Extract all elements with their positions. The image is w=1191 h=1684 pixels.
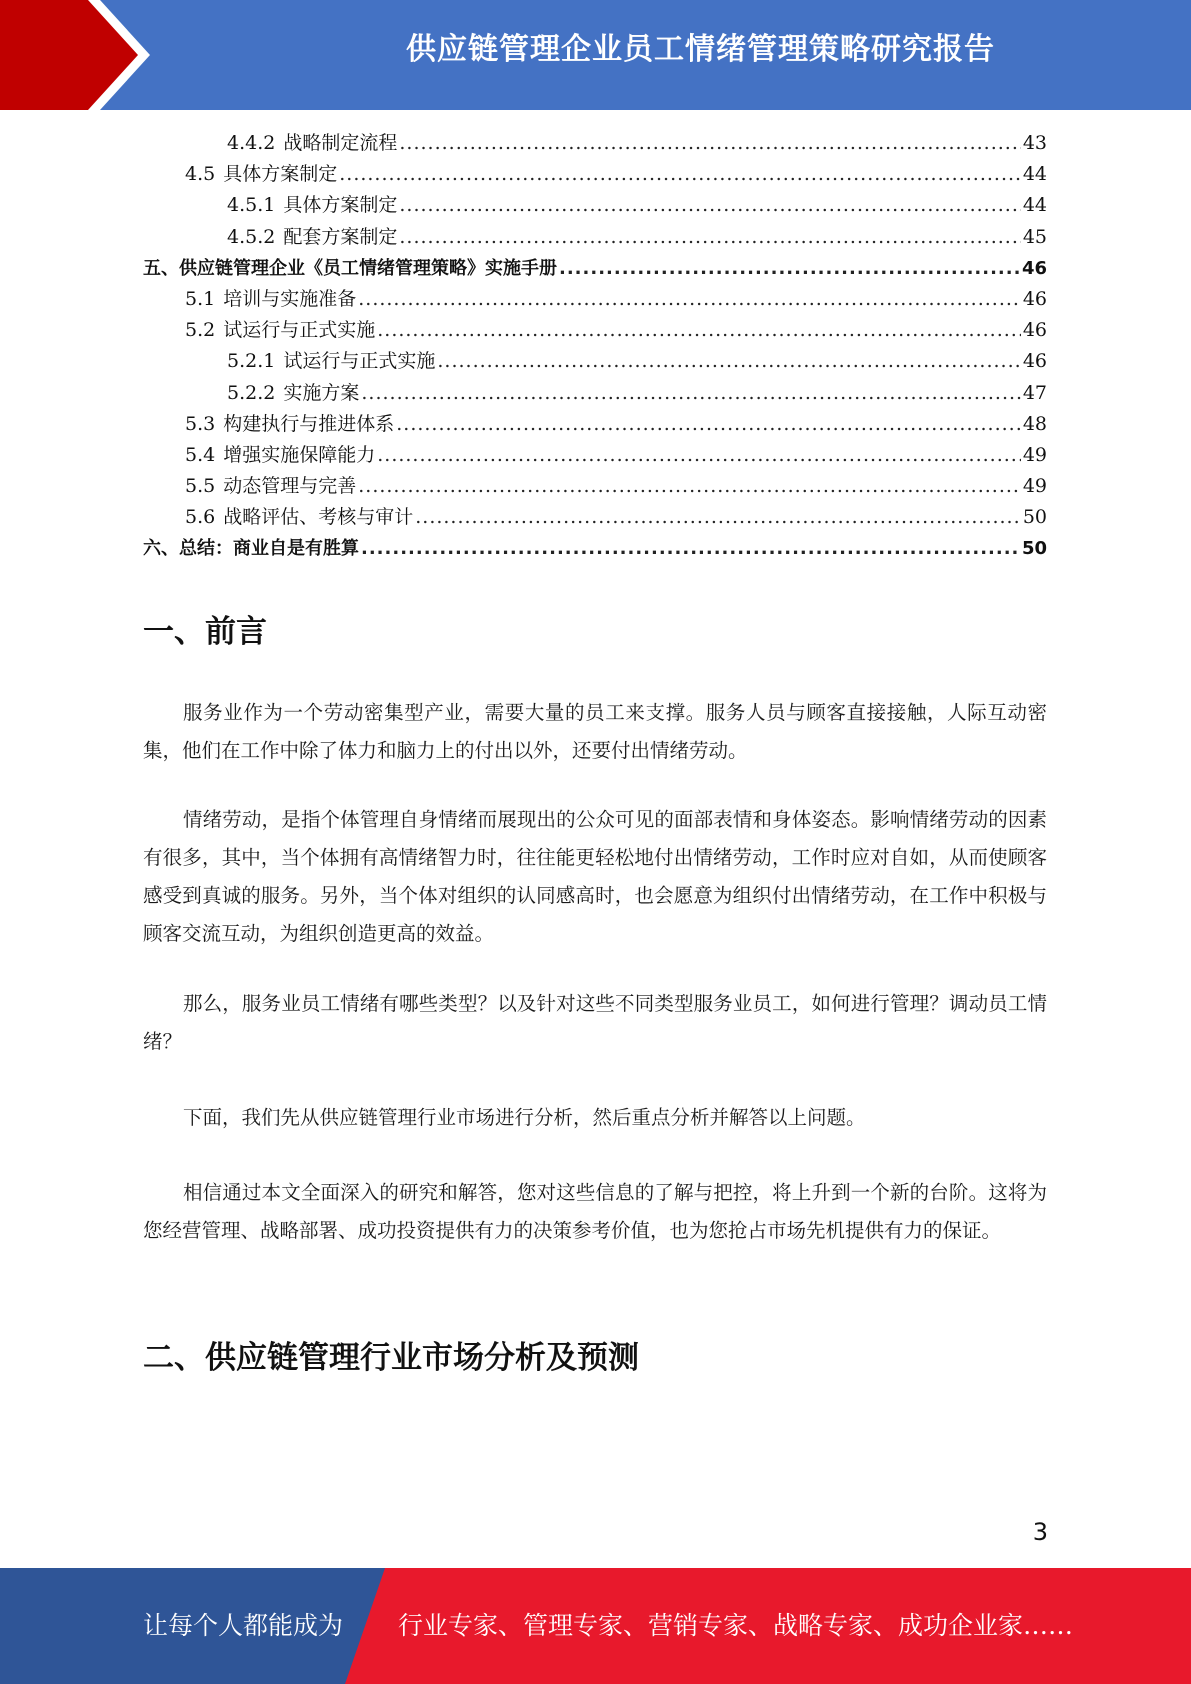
paragraph: 情绪劳动，是指个体管理自身情绪而展现出的公众可见的面部表情和身体姿态。影响情绪劳动的因素有很多，其中，当个体拥有高情绪智力时，往往能更轻松地付出情绪劳动，工作时应对自如，从而使顾客感受到真诚的服务。另外，当个体对组织的认同感高时，也会愿意为组织付出情绪劳动，在工作中积极与顾客交流互动，为组织创造更高的效益。 bbox=[143, 808, 1047, 945]
table-of-contents bbox=[143, 128, 1047, 565]
toc-leader-dots bbox=[339, 159, 1021, 190]
toc-entry-label: 具体方案制定 bbox=[283, 194, 398, 217]
toc-entry-label: 六、总结：商业自是有胜算 bbox=[143, 538, 359, 560]
section-heading-preface: 一、前言 bbox=[143, 614, 267, 650]
toc-entry-number: 5.2 bbox=[185, 319, 216, 342]
toc-leader-dots bbox=[399, 190, 1020, 221]
toc-leader-dots bbox=[358, 284, 1021, 315]
toc-entry-label: 配套方案制定 bbox=[283, 225, 398, 248]
toc-entry-page: 49 bbox=[1022, 443, 1047, 466]
toc-entry[interactable] bbox=[143, 502, 1047, 533]
toc-leader-dots bbox=[361, 533, 1020, 564]
toc-entry-label: 试运行与正式实施 bbox=[283, 350, 436, 373]
toc-entry-page: 47 bbox=[1022, 381, 1047, 404]
toc-entry-page: 48 bbox=[1022, 412, 1047, 435]
toc-entry-label: 战略制定流程 bbox=[283, 132, 398, 154]
toc-entry[interactable] bbox=[143, 253, 1047, 284]
toc-entry-page: 43 bbox=[1022, 132, 1047, 154]
toc-entry-number: 4.5 bbox=[185, 163, 216, 186]
toc-entry-label: 战略评估、考核与审计 bbox=[223, 506, 414, 529]
toc-entry[interactable] bbox=[143, 315, 1047, 346]
toc-leader-dots bbox=[399, 128, 1020, 159]
toc-leader-dots bbox=[399, 222, 1020, 253]
toc-entry[interactable] bbox=[143, 378, 1047, 409]
toc-entry-page: 46 bbox=[1022, 287, 1047, 310]
toc-leader-dots bbox=[377, 440, 1021, 471]
toc-entry-page: 45 bbox=[1022, 225, 1047, 248]
toc-entry-label: 试运行与正式实施 bbox=[223, 319, 376, 342]
toc-leader-dots bbox=[396, 409, 1021, 440]
toc-entry[interactable] bbox=[143, 190, 1047, 221]
toc-entry-page: 46 bbox=[1022, 319, 1047, 342]
toc-leader-dots bbox=[415, 502, 1021, 533]
toc-entry[interactable] bbox=[143, 222, 1047, 253]
toc-entry-number: 5.1 bbox=[185, 287, 216, 310]
paragraph: 相信通过本文全面深入的研究和解答，您对这些信息的了解与把控，将上升到一个新的台阶。这将为您经营管理、战略部署、成功投资提供有力的决策参考价值，也为您抢占市场先机提供有力的保证。 bbox=[143, 1181, 1047, 1242]
paragraph: 下面，我们先从供应链管理行业市场进行分析，然后重点分析并解答以上问题。 bbox=[183, 1106, 866, 1129]
page-header bbox=[0, 0, 1191, 110]
footer-slogan-left: 让每个人都能成为 bbox=[143, 1611, 344, 1640]
toc-leader-dots bbox=[437, 346, 1020, 377]
toc-entry-label: 培训与实施准备 bbox=[223, 287, 357, 310]
toc-entry-page: 49 bbox=[1022, 475, 1047, 498]
toc-entry[interactable] bbox=[143, 440, 1047, 471]
section-heading-market-analysis: 二、供应链管理行业市场分析及预测 bbox=[143, 1340, 639, 1376]
page-number: 3 bbox=[1032, 1518, 1048, 1546]
toc-entry-page: 44 bbox=[1022, 163, 1047, 186]
paragraph: 那么，服务业员工情绪有哪些类型？以及针对这些不同类型服务业员工，如何进行管理？调动员工情绪？ bbox=[143, 992, 1047, 1053]
toc-entry[interactable] bbox=[143, 409, 1047, 440]
toc-entry-label: 具体方案制定 bbox=[223, 163, 338, 186]
toc-entry-number: 4.5.1 bbox=[227, 194, 276, 217]
toc-entry-number: 4.5.2 bbox=[227, 225, 276, 248]
toc-entry-number: 5.2.2 bbox=[227, 381, 276, 404]
toc-entry[interactable] bbox=[143, 346, 1047, 377]
toc-entry[interactable] bbox=[143, 159, 1047, 190]
toc-leader-dots bbox=[361, 378, 1020, 409]
toc-entry[interactable] bbox=[143, 533, 1047, 564]
toc-entry-number: 4.4.2 bbox=[227, 132, 276, 154]
toc-entry-number: 5.3 bbox=[185, 412, 216, 435]
toc-entry-number: 5.6 bbox=[185, 506, 216, 529]
toc-entry-page: 46 bbox=[1021, 257, 1047, 279]
page-footer bbox=[0, 1568, 1191, 1684]
toc-entry-number: 5.4 bbox=[185, 443, 216, 466]
footer-slogan-right: 行业专家、管理专家、营销专家、战略专家、成功企业家…… bbox=[398, 1611, 1074, 1640]
toc-entry-number: 5.2.1 bbox=[227, 350, 276, 373]
toc-leader-dots bbox=[377, 315, 1021, 346]
toc-entry[interactable] bbox=[143, 471, 1047, 502]
toc-leader-dots bbox=[358, 471, 1021, 502]
paragraph: 服务业作为一个劳动密集型产业，需要大量的员工来支撑。服务人员与顾客直接接触，人际互动密集，他们在工作中除了体力和脑力上的付出以外，还要付出情绪劳动。 bbox=[143, 701, 1047, 762]
toc-entry-label: 实施方案 bbox=[283, 381, 360, 404]
toc-entry-label: 五、供应链管理企业《员工情绪管理策略》实施手册 bbox=[143, 257, 557, 279]
toc-entry-page: 50 bbox=[1021, 538, 1047, 560]
report-title: 供应链管理企业员工情绪管理策略研究报告 bbox=[406, 32, 995, 67]
toc-entry-label: 构建执行与推进体系 bbox=[223, 412, 395, 435]
toc-entry-label: 动态管理与完善 bbox=[223, 475, 357, 498]
toc-entry-page: 50 bbox=[1022, 506, 1047, 529]
toc-entry-label: 增强实施保障能力 bbox=[223, 443, 376, 466]
toc-entry[interactable] bbox=[143, 284, 1047, 315]
toc-entry[interactable] bbox=[143, 128, 1047, 159]
toc-leader-dots bbox=[559, 253, 1020, 284]
toc-entry-number: 5.5 bbox=[185, 475, 216, 498]
toc-entry-page: 46 bbox=[1022, 350, 1047, 373]
toc-entry-page: 44 bbox=[1022, 194, 1047, 217]
